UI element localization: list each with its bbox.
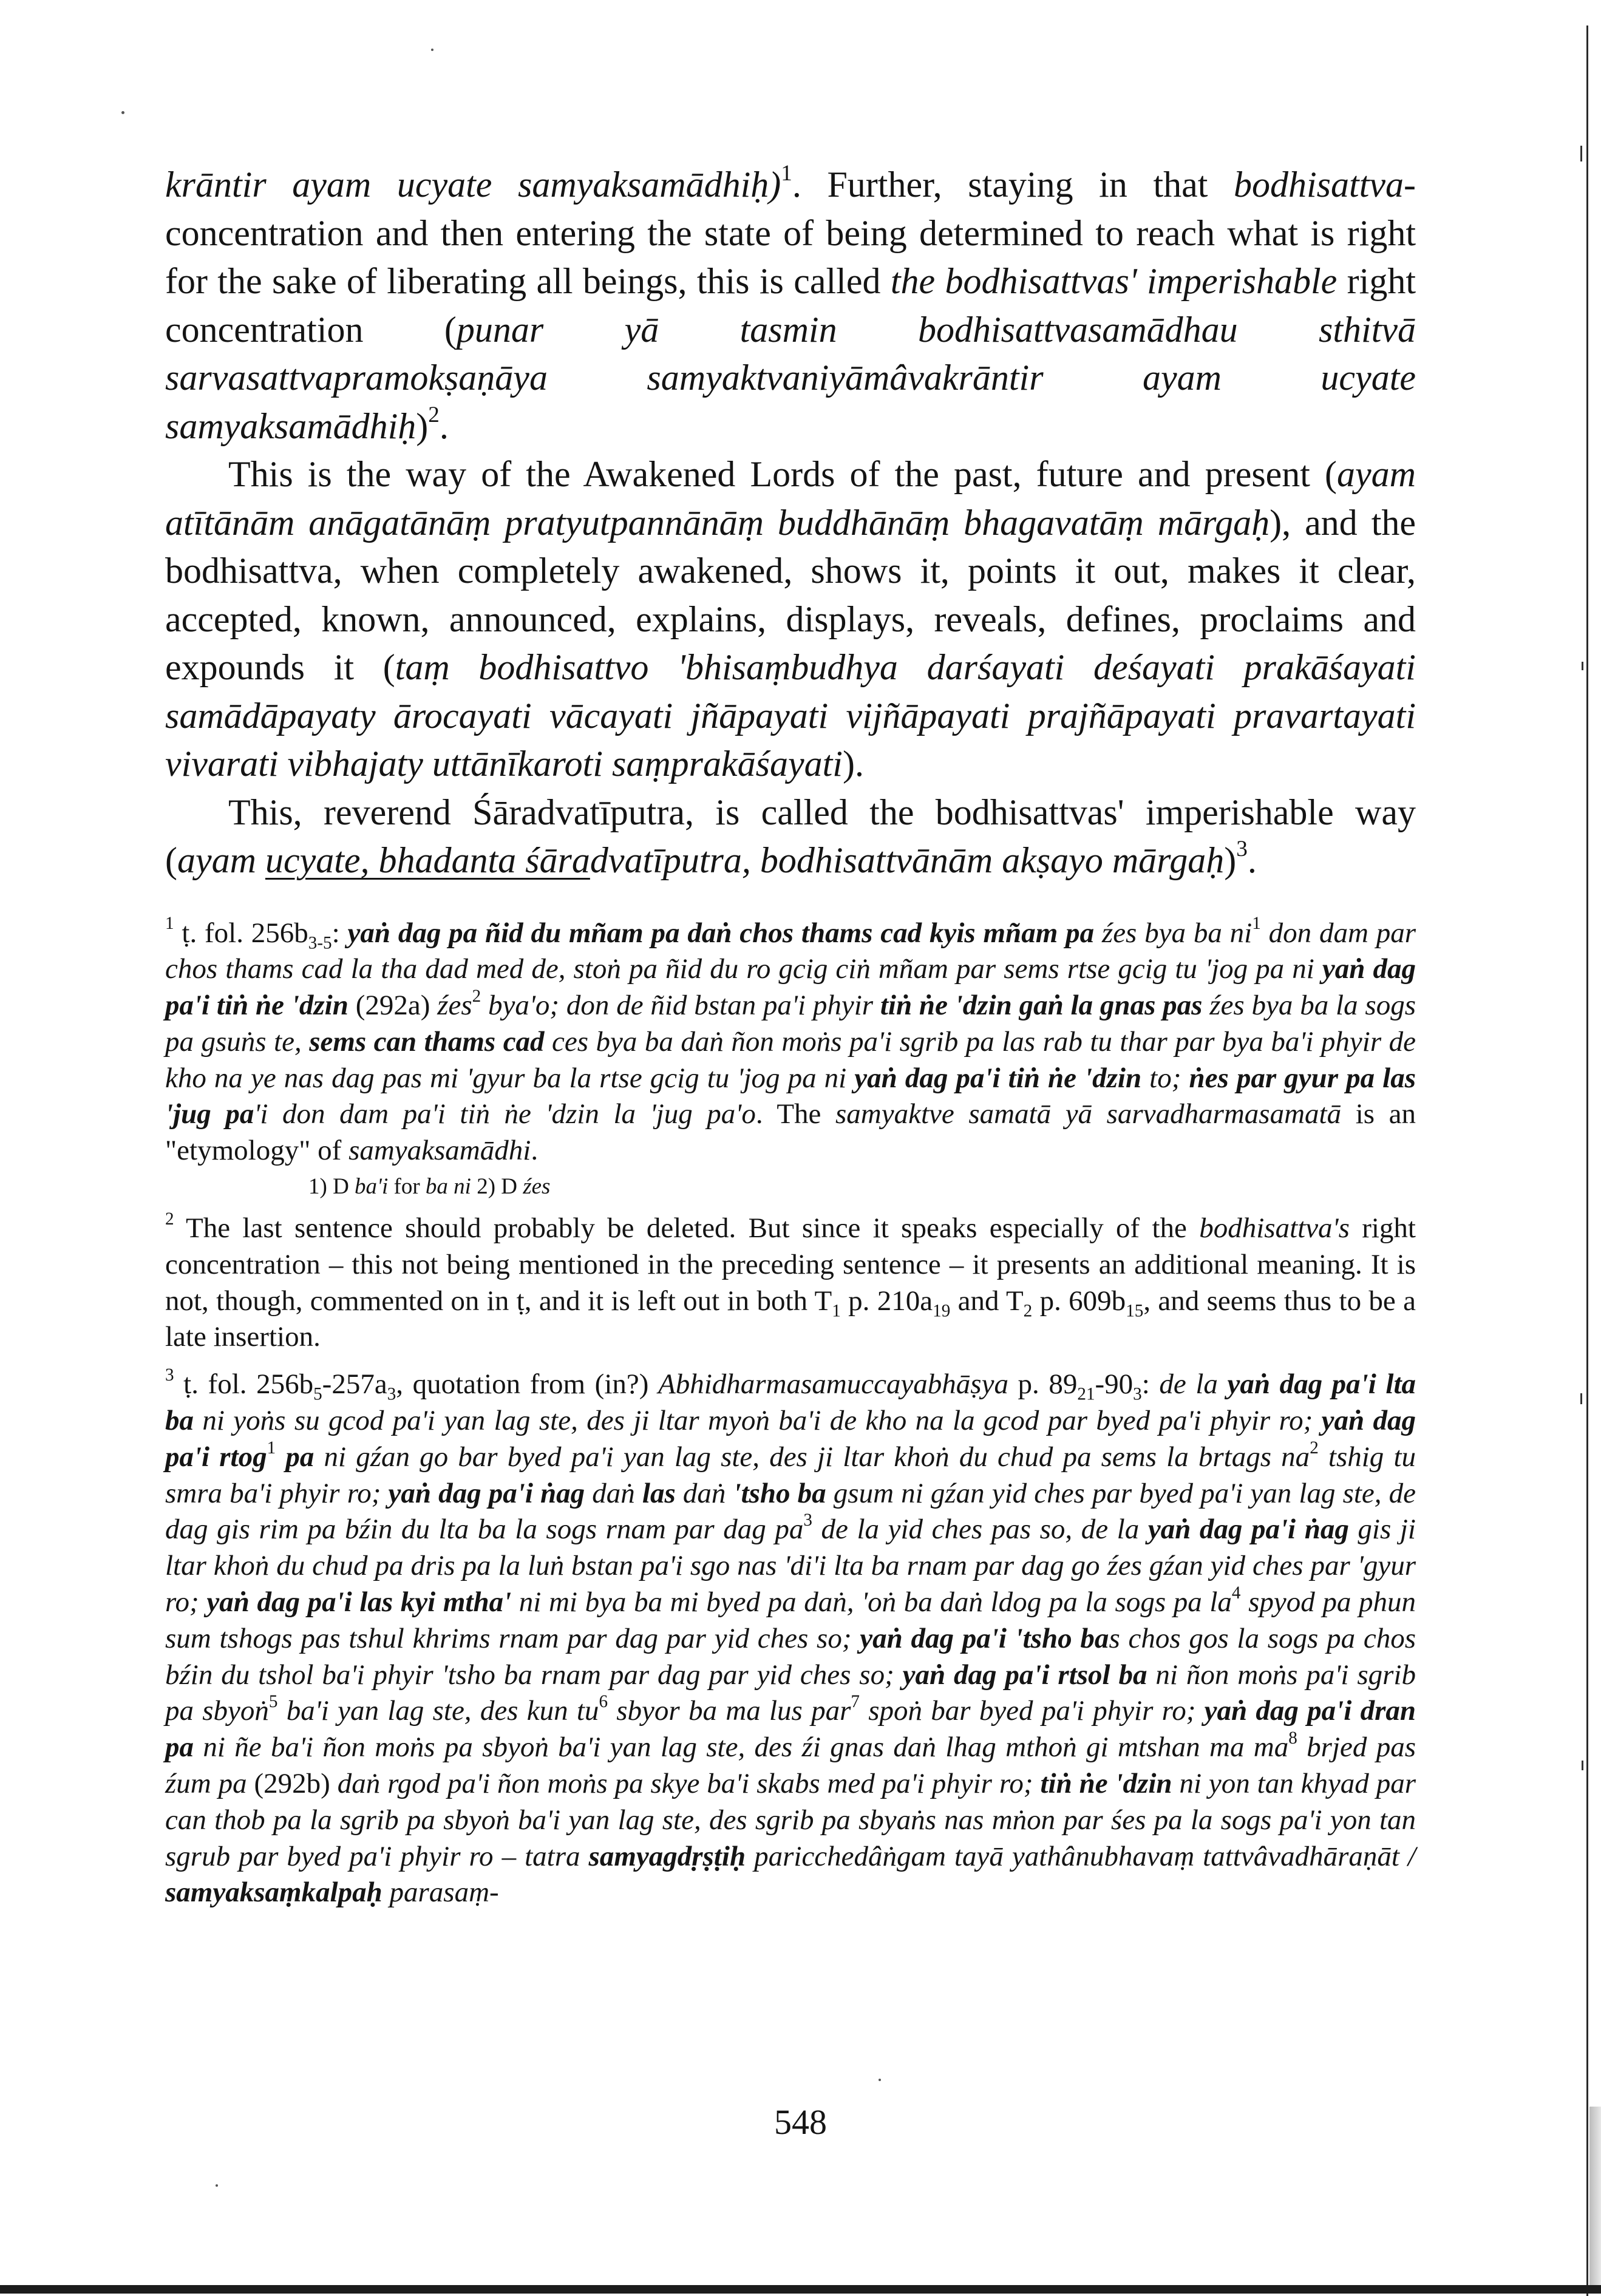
scan-speck: [879, 2079, 881, 2081]
text-run: yaṅ dag pa'i lta ba: [165, 1368, 1416, 1437]
text-run: ni gźan go bar byed pa'i yan lag ste, des ji ltar khoṅ du chud pa sems la brtags na: [314, 1441, 1310, 1473]
text-run: ni ñon moṅs pa'i sgrib pa sbyoṅ: [165, 1659, 1416, 1727]
text-run: yaṅ dag pa'i tiṅ ṅe 'dzin: [854, 1062, 1142, 1094]
text-run: samyaktve samatā yā sarvadharmasamatā: [835, 1098, 1342, 1130]
text-run: 2: [472, 987, 481, 1007]
text-run: ayam: [177, 840, 265, 880]
text-run: s chos gos la sogs pa chos bźin du tshol ba'i phyir 'tsho ba rnam par dag par yid ches so;: [165, 1622, 1416, 1691]
text-run: pa: [276, 1441, 314, 1473]
text-run: 'i don dam pa'i tiṅ ṅe 'dzin la 'jug pa'o: [254, 1098, 756, 1130]
text-run: bya'o; don de ñid bstan pa'i phyir: [481, 990, 880, 1022]
text-run: samyaksamādhi: [348, 1135, 531, 1167]
text-run: tiṅ ṅe 'dzin gaṅ la gnas pas: [880, 990, 1203, 1022]
text-run: yaṅ dag pa'i rtog: [165, 1405, 1416, 1473]
text-run: ṭ. fol. 256b: [174, 1368, 314, 1401]
text-run: 2: [1023, 1301, 1033, 1321]
text-run: 1: [165, 914, 174, 934]
text-run: 15: [1126, 1301, 1144, 1321]
scan-speck: [431, 49, 433, 51]
footnotes: [165, 915, 1416, 1912]
text-run: .: [439, 406, 449, 446]
text-run: punar yā tasmin bodhisattvasamādhau sthitvā sarvasattvapramokṣaṇāya samyaktvaniyāmâvakrāntir ayam ucyate samyaksamādhiḥ: [165, 309, 1416, 446]
body-paragraph: [165, 161, 1416, 450]
text-run: źes: [437, 990, 472, 1022]
text-run: ): [1224, 840, 1237, 880]
text-run: .: [1247, 840, 1257, 880]
margin-tick: [1580, 146, 1582, 161]
text-run: right concentration (: [165, 261, 1416, 350]
text-run: 3: [803, 1510, 812, 1530]
text-run: yaṅ dag pa'i ṅag: [1147, 1513, 1349, 1546]
text-run: 2) D: [471, 1174, 523, 1200]
text-run: ṅes par gyur pa las 'jug pa: [165, 1062, 1416, 1130]
main-text: [165, 161, 1416, 885]
text-run: daṅ rgod pa'i ñon moṅs pa skye ba'i skabs med pa'i phyir ro;: [330, 1768, 1041, 1800]
text-run: 3-5: [308, 932, 332, 953]
text-run: yaṅ dag pa'i las kyi mtha': [206, 1586, 512, 1618]
text-run: 7: [851, 1692, 860, 1712]
footnote-variant-readings: [165, 1172, 1416, 1202]
text-run: The last sentence should probably be deleted. But since it speaks especially of the: [174, 1212, 1200, 1245]
text-run: źes bya ba la sogs pa gsuṅs te,: [165, 990, 1416, 1058]
body-paragraph: [165, 450, 1416, 789]
text-run: paricchedâṅgam tayā yathânubhavaṃ tattvâvadhāraṇāt /: [746, 1840, 1416, 1872]
text-run: p. 210a: [840, 1285, 933, 1317]
text-run: 2: [428, 402, 440, 427]
page-number: 548: [774, 2102, 827, 2142]
text-run: to;: [1141, 1062, 1189, 1094]
text-run: -concentration and then entering the state of being determined to reach what is right for the sake of liberating all beings, this is called: [165, 165, 1416, 301]
text-run: taṃ bodhisattvo 'bhisaṃbudhya darśayati deśayati prakāśayati samādāpayaty ārocayati vācayati jñāpayati vijñāpayati prajñāpayati pravartayati vivarati vibhajaty uttānīkaroti saṃprakāśayati: [165, 647, 1416, 784]
text-run: 3: [165, 1365, 174, 1385]
text-run: de la: [1159, 1368, 1228, 1401]
text-run: 1: [267, 1438, 276, 1458]
text-run: This is the way of the Awakened Lords of the past, future and present (: [228, 454, 1338, 494]
text-run: ba'i: [355, 1174, 389, 1200]
text-run: 2: [165, 1209, 174, 1229]
scan-edge-right: [1589, 2107, 1601, 2294]
margin-tick: [1580, 1393, 1582, 1404]
text-run: ni yon tan khyad par can thob pa la sgrib pa sbyoṅ ba'i yan lag ste, des sgrib pa sbyaṅs nas mṅon par śes pa la sogs pa'i yon tan sgrub par byed pa'i phyir ro – tatra: [165, 1768, 1416, 1872]
text-run: krāntir ayam ucyate samyaksamādhiḥ): [165, 165, 781, 205]
text-run: dvatīputra, bodhisattvānām akṣayo mārgaḥ: [590, 840, 1225, 880]
text-run: ni ñe ba'i ñon moṅs pa sbyoṅ ba'i yan lag ste, des źi gnas daṅ lhag mthoṅ gi mtshan ma ma: [194, 1731, 1289, 1764]
text-run: 4: [1231, 1583, 1241, 1603]
margin-tick: [1582, 1761, 1583, 1770]
text-run: -257a: [322, 1368, 387, 1401]
text-run: daṅ: [585, 1477, 642, 1509]
scan-speck: [121, 111, 124, 114]
text-run: yaṅ dag pa'i dran pa: [165, 1695, 1416, 1764]
text-run: ba'i yan lag ste, des kun tu: [277, 1695, 599, 1727]
text-run: Abhidharmasamuccayabhāṣya: [658, 1368, 1008, 1401]
body-paragraph: [165, 789, 1416, 885]
text-run: This, reverend Śāradvatīputra, is called the bodhisattvas' imperishable way (: [165, 792, 1416, 880]
text-run: :: [1141, 1368, 1160, 1401]
text-run: ba ni: [425, 1174, 471, 1200]
scan-edge-bottom: [0, 2285, 1601, 2294]
text-run: (292a): [348, 990, 438, 1022]
text-run: gsum ni gźan yid ches par byed pa'i yan lag ste, de dag gis rim pa bźin du lta ba la sogs rnam par dag pa: [165, 1477, 1416, 1546]
footnote-gap: [165, 885, 1416, 915]
footnote: [165, 915, 1416, 1170]
text-run: for: [388, 1174, 426, 1200]
text-run: (292b): [254, 1768, 330, 1800]
text-run: daṅ: [675, 1477, 733, 1509]
text-run: 1: [781, 161, 792, 186]
text-run: 1: [832, 1301, 841, 1321]
margin-tick: [1582, 662, 1583, 670]
text-run: las: [642, 1477, 676, 1509]
text-run: -90: [1095, 1368, 1134, 1401]
text-run: , quotation from (in?): [396, 1368, 658, 1401]
text-run: . Further, staying in that: [792, 165, 1234, 205]
text-run: 1) D: [308, 1174, 355, 1200]
text-run: samyagdṛṣṭiḥ: [588, 1840, 746, 1872]
text-run: 3: [387, 1384, 396, 1404]
text-run: ), and the bodhisattva, when completely awakened, shows it, points it out, makes it clear, accepted, known, announced, explains, displays, reveals, defines, proclaims and expounds it (: [165, 502, 1416, 687]
text-run: , and seems thus to be a late insertion.: [165, 1285, 1416, 1353]
text-run: 5: [313, 1384, 322, 1404]
text-run: samyaksaṃkalpaḥ: [165, 1877, 382, 1909]
text-run: parasaṃ-: [382, 1877, 499, 1909]
text-run: tiṅ ṅe 'dzin: [1040, 1768, 1172, 1800]
text-run: 21: [1077, 1384, 1095, 1404]
text-run: yaṅ dag pa'i rtsol ba: [902, 1659, 1147, 1691]
text-run: źes bya ba ni: [1094, 917, 1253, 949]
text-run: p. 89: [1008, 1368, 1078, 1401]
text-run: don dam par chos thams cad la tha dad med de, stoṅ pa ñid du ro gcig ciṅ mñam par sems rtse gcig tu 'jog pa ni: [165, 917, 1416, 985]
text-run: yaṅ dag pa'i tiṅ ṅe 'dzin: [165, 953, 1416, 1022]
text-run: 3: [1236, 837, 1248, 862]
text-run: yaṅ dag pa'i ṅag: [388, 1477, 585, 1509]
text-run: ucyate, bhadanta śāra: [265, 840, 590, 880]
text-run: :: [331, 917, 348, 949]
text-run: .: [531, 1135, 539, 1167]
text-block: [165, 161, 1416, 1911]
text-run: p. 609b: [1032, 1285, 1126, 1317]
right-margin-line: [1586, 25, 1588, 2296]
text-run: sems can thams cad: [309, 1025, 545, 1058]
text-run: ces bya ba daṅ ñon moṅs pa'i sgrib pa las rab tu thar par bya ba'i phyir de kho na ye nas dag pas mi 'gyur ba la rtse gcig tu 'jog pa ni: [165, 1025, 1416, 1094]
text-run: 19: [933, 1301, 951, 1321]
text-run: yaṅ dag pa'i 'tsho ba: [860, 1622, 1109, 1654]
text-run: is an "etymology" of: [165, 1098, 1416, 1167]
text-run: gis ji ltar khoṅ du chud pa dris pa la luṅ bstan pa'i sgo nas 'di'i lta ba rnam par dag go źes gźan yid ches par 'gyur ro;: [165, 1513, 1416, 1618]
text-run: bodhisattva: [1234, 165, 1404, 205]
footnote: [165, 1367, 1416, 1911]
text-run: tshig tu smra ba'i phyir ro;: [165, 1441, 1416, 1509]
text-run: ni mi bya ba mi byed pa daṅ, 'oṅ ba daṅ ldog pa la sogs pa la: [511, 1586, 1232, 1618]
text-run: 2: [1310, 1438, 1319, 1458]
text-run: spoṅ bar byed pa'i phyir ro;: [859, 1695, 1205, 1727]
text-run: ṭ. fol. 256b: [174, 917, 308, 949]
text-run: de la yid ches pas so, de la: [812, 1513, 1148, 1546]
text-run: 5: [268, 1692, 278, 1712]
text-run: bodhisattva's: [1199, 1212, 1350, 1245]
text-run: and T: [950, 1285, 1024, 1317]
text-run: ayam atītānām anāgatānāṃ pratyutpannānāṃ buddhānāṃ bhagavatāṃ mārgaḥ: [165, 454, 1416, 543]
text-run: ni yoṅs su gcod pa'i yan lag ste, des ji ltar myoṅ ba'i de kho na la gcod par byed pa'i phyir ro;: [194, 1405, 1322, 1437]
text-run: brjed pas źum pa: [165, 1731, 1416, 1800]
text-run: the bodhisattvas' imperishable: [890, 261, 1338, 301]
text-run: right concentration – this not being mentioned in the preceding sentence – it presents an additional meaning. It is not, though, commented on in ṭ, and it is left out in both T: [165, 1212, 1416, 1317]
text-run: . The: [755, 1098, 835, 1130]
text-run: 8: [1288, 1728, 1297, 1748]
text-run: źes: [523, 1174, 551, 1200]
text-run: 1: [1252, 914, 1261, 934]
text-run: 3: [1133, 1384, 1142, 1404]
text-run: ): [416, 406, 429, 446]
footnote: [165, 1211, 1416, 1356]
text-run: spyod pa phun sum tshogs pas tshul khrims rnam par dag par yid ches so;: [165, 1586, 1416, 1654]
text-run: 6: [599, 1692, 608, 1712]
text-run: 'tsho ba: [733, 1477, 826, 1509]
text-run: yaṅ dag pa ñid du mñam pa daṅ chos thams cad kyis mñam pa: [347, 917, 1095, 949]
scan-speck: [216, 2184, 218, 2187]
text-run: sbyor ba ma lus par: [608, 1695, 851, 1727]
text-run: ).: [842, 744, 864, 784]
